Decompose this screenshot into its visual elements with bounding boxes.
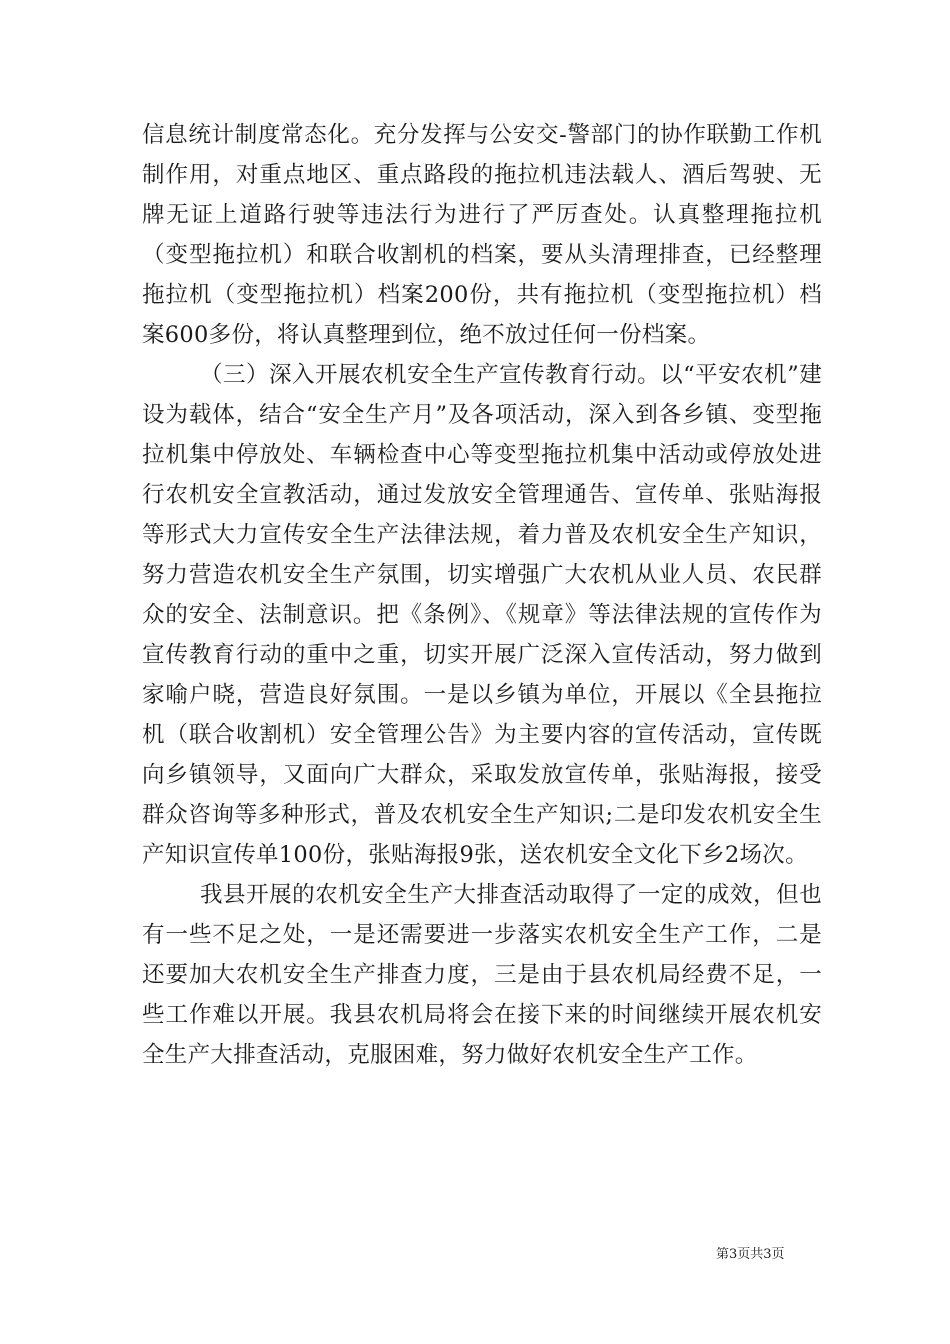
paragraph-safety-publicity: （三）深入开展农机安全生产宣传教育行动。以“平安农机”建设为载体，结合“安全生产月”及各项活动，深入到各乡镇、变型拖拉机集中停放处、车辆检查中心等变型拖拉机集中活动或停放处进行农机安全宣教活动，通过发放安全管理通告、宣传单、张贴海报等形式大力宣传安全生产法律法规，着力普及农机安全生产知识，努力营造农机安全生产氛围，切实增强广大农机从业人员、农民群众的安全、法制意识。把《条例》、《规章》等法律法规的宣传作为宣传教育行动的重中之重，切实开展广泛深入宣传活动，努力做到家喻户晓，营造良好氛围。一是以乡镇为单位，开展以《全县拖拉机（联合收割机）安全管理公告》为主要内容的宣传活动，宣传既向乡镇领导，又面向广大群众，采取发放宣传单，张贴海报，接受群众咨询等多种形式，普及农机安全生产知识;二是印发农机安全生产知识宣传单100份，张贴海报9张，送农机安全文化下乡2场次。 (142, 362, 822, 868)
paragraph-statistics-archives: 信息统计制度常态化。充分发挥与公安交-警部门的协作联勤工作机制作用，对重点地区、重点路段的拖拉机违法载人、酒后驾驶、无牌无证上道路行驶等违法行为进行了严厉查处。认真整理拖拉机（变型拖拉机）和联合收割机的档案，要从头清理排查，已经整理拖拉机（变型拖拉机）档案200份，共有拖拉机（变型拖拉机）档案600多份，将认真整理到位，绝不放过任何一份档案。 (142, 122, 822, 348)
page-footer (0, 1245, 950, 1269)
paragraph-summary: 我县开展的农机安全生产大排查活动取得了一定的成效，但也有一些不足之处，一是还需要进一步落实农机安全生产工作，二是还要加大农机安全生产排查力度，三是由于县农机局经费不足，一些工作难以开展。我县农机局将会在接下来的时间继续开展农机安全生产大排查活动，克服困难，努力做好农机安全生产工作。 (142, 882, 822, 1068)
document-body (142, 115, 822, 1075)
page-number: 第3页共3页 (716, 1247, 785, 1262)
